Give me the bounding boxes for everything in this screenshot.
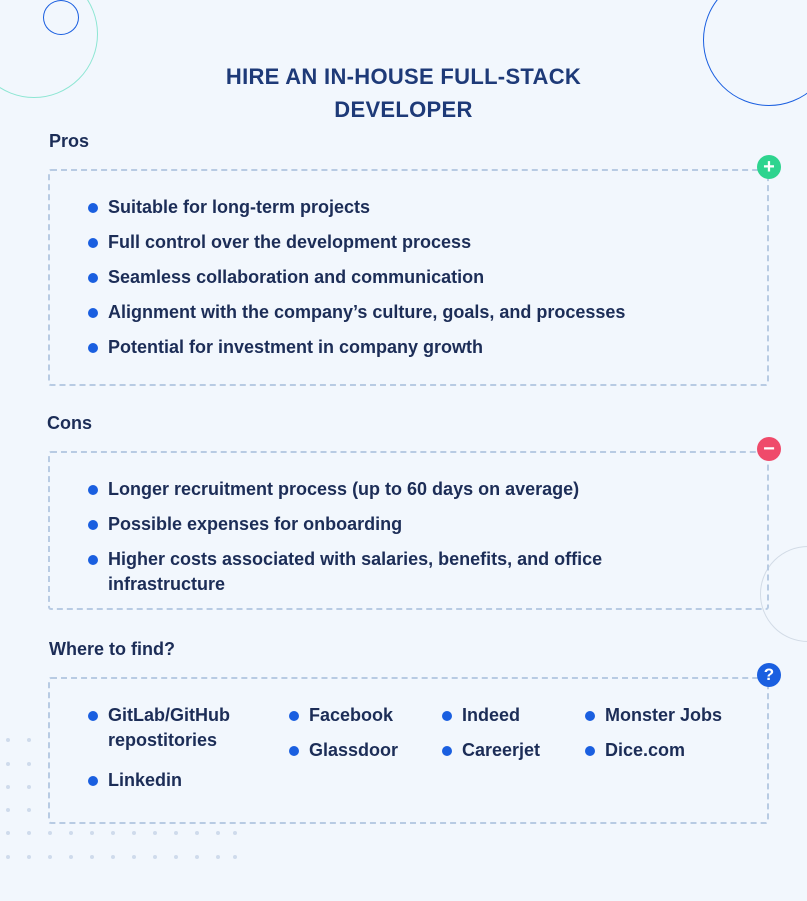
minus-icon: − bbox=[757, 437, 781, 461]
pros-item: Suitable for long-term projects bbox=[108, 195, 370, 220]
where-item: Glassdoor bbox=[309, 738, 398, 763]
pros-item: Potential for investment in company growth bbox=[108, 335, 483, 360]
cons-item: Possible expenses for onboarding bbox=[108, 512, 402, 537]
where-item: Linkedin bbox=[108, 768, 182, 793]
pros-item: Alignment with the company’s culture, goals, and processes bbox=[108, 300, 625, 325]
where-item: Monster Jobs bbox=[605, 703, 722, 728]
page-title bbox=[0, 60, 807, 126]
decor-circle-blue-small bbox=[43, 0, 79, 35]
question-icon: ? bbox=[757, 663, 781, 687]
where-item: Careerjet bbox=[462, 738, 540, 763]
where-item: Dice.com bbox=[605, 738, 685, 763]
where-label: Where to find? bbox=[49, 639, 175, 659]
cons-item: Higher costs associated with salaries, benefits, and office infrastructure bbox=[108, 547, 668, 597]
plus-icon: + bbox=[757, 155, 781, 179]
cons-label: Cons bbox=[47, 413, 92, 433]
title-line-2: DEVELOPER bbox=[334, 97, 473, 122]
pros-label: Pros bbox=[49, 131, 90, 151]
pros-item: Full control over the development process bbox=[108, 230, 471, 255]
where-item: Indeed bbox=[462, 703, 520, 728]
where-item: GitLab/GitHub repostitories bbox=[108, 703, 258, 753]
title-line-1: HIRE AN IN-HOUSE FULL-STACK bbox=[225, 64, 582, 89]
cons-item: Longer recruitment process (up to 60 days on average) bbox=[108, 477, 579, 502]
pros-item: Seamless collaboration and communication bbox=[108, 265, 484, 290]
where-item: Facebook bbox=[309, 703, 393, 728]
